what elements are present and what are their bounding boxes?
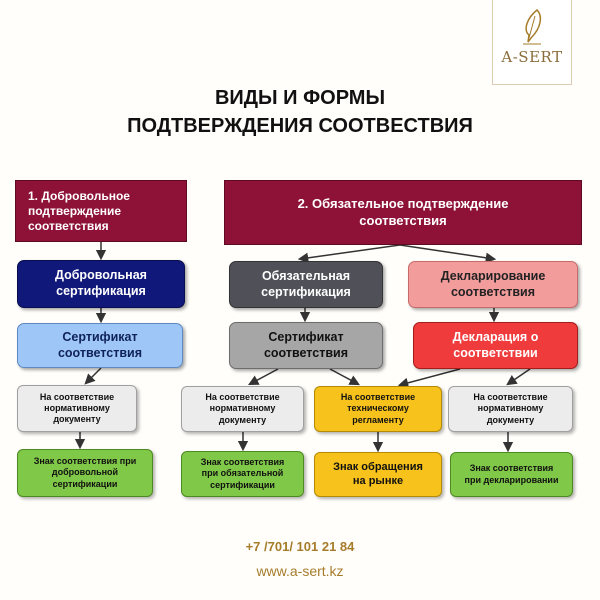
header-voluntary-confirmation: 1. Добровольное подтверждение соответствия <box>15 180 187 242</box>
connector <box>86 368 101 383</box>
connector <box>400 369 460 385</box>
title-line-1: ВИДЫ И ФОРМЫ <box>214 87 386 109</box>
tech-regulation-box: На соответствие техническому регламенту <box>314 386 442 432</box>
market-circulation-mark-box: Знак обращения на рынке <box>314 452 442 497</box>
logo-text: A-SERT <box>501 48 563 66</box>
normative-doc-box-1: На соответствие нормативному документу <box>17 385 137 432</box>
title-line-2: ПОДТВЕРЖДЕНИЯ СООТВЕСТВИЯ <box>127 115 473 137</box>
certificate-mandatory-box: Сертификат соответствия <box>229 322 383 369</box>
declaring-conformity-box: Декларирование соответствия <box>408 261 578 308</box>
connector <box>400 245 494 259</box>
voluntary-certification-box: Добровольная сертификация <box>17 260 185 308</box>
website-link[interactable]: www.a-sert.kz <box>256 563 344 579</box>
connector <box>300 245 400 259</box>
mark-voluntary-box: Знак соответствия при добровольной сертификации <box>17 449 153 497</box>
connector <box>330 369 358 384</box>
normative-doc-box-2: На соответствие нормативному документу <box>181 386 304 432</box>
phone-number[interactable]: +7 /701/ 101 21 84 <box>245 539 355 554</box>
connector <box>250 369 278 384</box>
mandatory-certification-box: Обязательная сертификация <box>229 261 383 308</box>
connector <box>508 369 530 384</box>
mark-mandatory-box: Знак соответствия при обязательной сертификации <box>181 451 304 497</box>
declaration-box: Декларация о соответствии <box>413 322 578 369</box>
certificate-voluntary-box: Сертификат соответствия <box>17 323 183 368</box>
mark-declaring-box: Знак соответствия при декларировании <box>450 452 573 497</box>
header-mandatory-confirmation: 2. Обязательное подтверждение соответствия <box>224 180 582 245</box>
normative-doc-box-3: На соответствие нормативному документу <box>448 386 573 432</box>
